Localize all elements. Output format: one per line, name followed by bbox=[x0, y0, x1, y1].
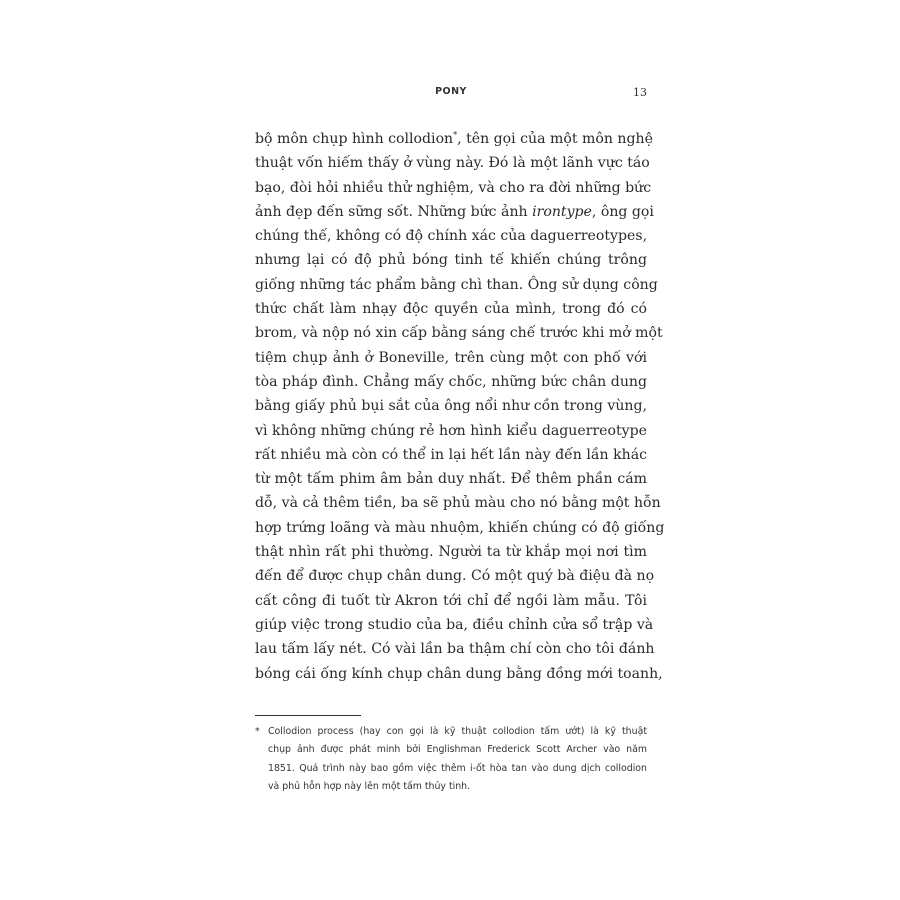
body-line: chúng thế, không có độ chính xác của daguerreotypes, bbox=[255, 228, 648, 245]
body-line: thức chất làm nhạy độc quyền của mình, trong đó có bbox=[255, 301, 647, 318]
footnote-marker: * bbox=[255, 726, 260, 737]
body-line: bằng giấy phủ bụi sắt của ông nổi như cồn trong vùng, bbox=[255, 398, 647, 415]
running-header bbox=[255, 86, 647, 102]
body-line-text: bộ môn chụp hình collodion bbox=[255, 131, 454, 147]
running-title: PONY bbox=[435, 86, 467, 97]
body-line bbox=[255, 127, 653, 151]
footnote-line: chụp ảnh được phát minh bởi Englishman Frederick Scott Archer vào năm bbox=[268, 744, 647, 756]
body-line: từ một tấm phim âm bản duy nhất. Để thêm phần cám bbox=[255, 471, 647, 488]
body-line-text: ảnh đẹp đến sững sốt. Những bức ảnh bbox=[255, 203, 533, 220]
footnote-reference: * bbox=[453, 130, 458, 140]
body-line: giống những tác phẩm bằng chì than. Ông sử dụng công bbox=[255, 276, 658, 293]
body-line-text: , tên gọi của một môn nghệ bbox=[457, 131, 653, 147]
body-text bbox=[255, 127, 665, 686]
body-line: tiệm chụp ảnh ở Boneville, trên cùng một con phố với bbox=[255, 349, 647, 366]
body-line bbox=[255, 200, 654, 224]
body-line: nhưng lại có độ phủ bóng tinh tế khiến chúng trông bbox=[255, 252, 647, 269]
body-line: dỗ, và cả thêm tiền, ba sẽ phủ màu cho nó bằng một hỗn bbox=[255, 495, 661, 512]
footnote-line: và phủ hỗn hợp này lên một tấm thủy tinh. bbox=[268, 780, 471, 792]
footnote-divider bbox=[255, 715, 361, 716]
body-line: vì không những chúng rẻ hơn hình kiểu daguerreotype bbox=[255, 422, 647, 439]
body-line: lau tấm lấy nét. Có vài lần ba thậm chí còn cho tôi đánh bbox=[255, 641, 655, 658]
body-line: đến để được chụp chân dung. Có một quý bà điệu đà nọ bbox=[255, 568, 655, 585]
footnote-line: 1851. Quá trình này bao gồm việc thêm i-ốt hòa tan vào dung dịch collodion bbox=[268, 762, 647, 774]
body-line: tòa pháp đình. Chẳng mấy chốc, những bức chân dung bbox=[255, 373, 647, 390]
body-line: bạo, đòi hỏi nhiều thử nghiệm, và cho ra đời những bức bbox=[255, 179, 652, 196]
body-line: brom, và nộp nó xin cấp bằng sáng chế trước khi mở một bbox=[255, 325, 663, 342]
italic-term: irontype bbox=[532, 203, 592, 220]
body-line: bóng cái ống kính chụp chân dung bằng đồng mới toanh, bbox=[255, 665, 663, 682]
footnote-line-text: Collodion process (hay con gọi là kỹ thuật collodion tấm ướt) là kỹ thuật bbox=[268, 726, 647, 737]
footnote-line bbox=[255, 723, 647, 741]
page-number: 13 bbox=[633, 86, 647, 99]
body-line: rất nhiều mà còn có thể in lại hết lần này đến lần khác bbox=[255, 446, 647, 463]
footnote bbox=[255, 723, 647, 796]
body-line: hợp trứng loãng và màu nhuộm, khiến chúng có độ giống bbox=[255, 519, 665, 536]
body-line: cất công đi tuốt từ Akron tới chỉ để ngồi làm mẫu. Tôi bbox=[255, 592, 647, 609]
body-line-text: , ông gọi bbox=[591, 203, 654, 220]
body-line: thuật vốn hiếm thấy ở vùng này. Đó là một lãnh vực táo bbox=[255, 155, 650, 172]
body-line: thật nhìn rất phi thường. Người ta từ khắp mọi nơi tìm bbox=[255, 544, 647, 561]
body-line: giúp việc trong studio của ba, điều chỉnh cửa sổ trập và bbox=[255, 616, 654, 633]
